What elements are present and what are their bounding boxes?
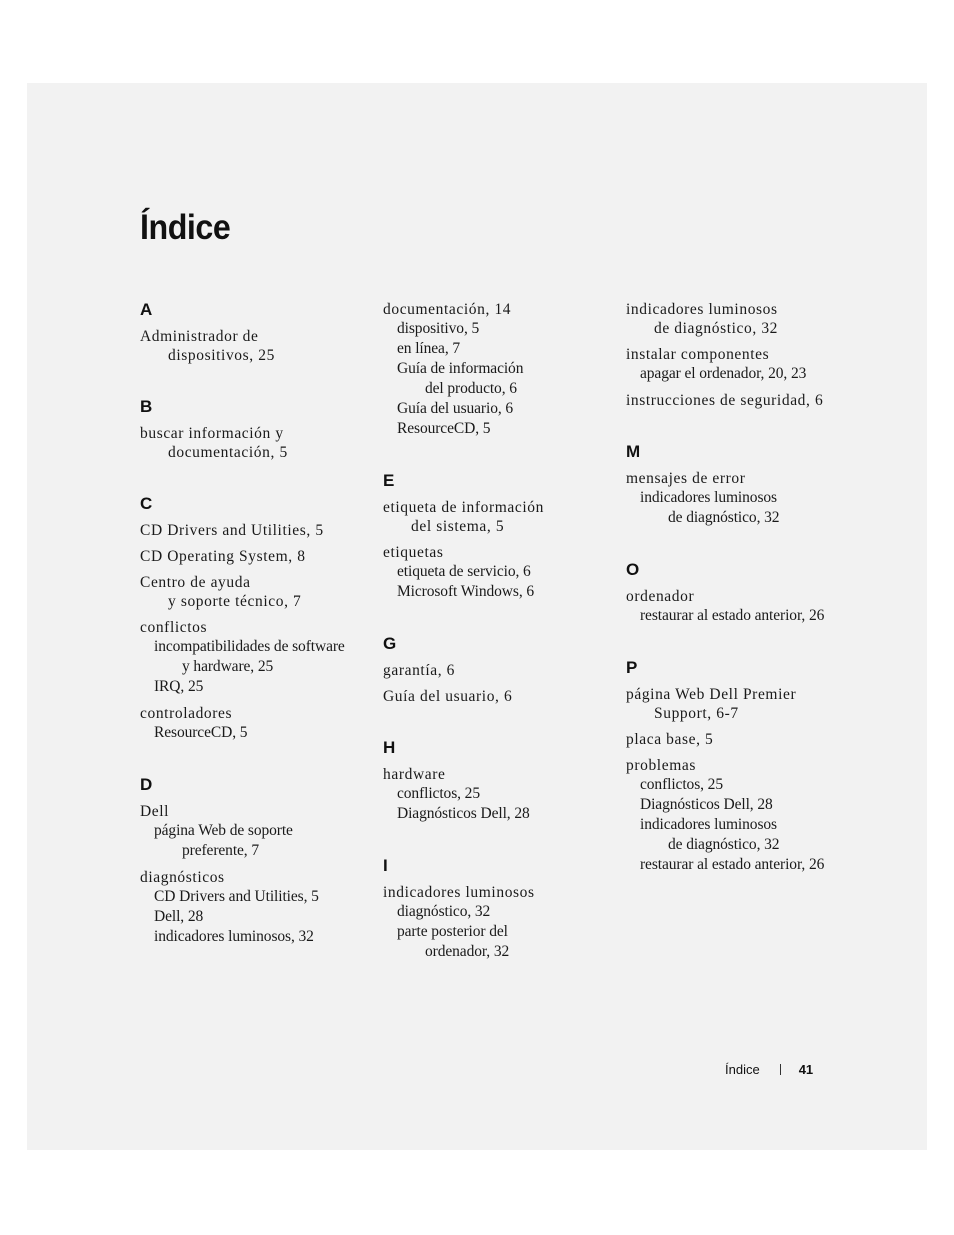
index-entry [140, 802, 370, 861]
section-letter: A [140, 300, 153, 319]
subentry-text: indicadores luminosos [640, 816, 777, 833]
index-entry [140, 547, 370, 566]
subentry-text: Microsoft Windows, 6 [397, 583, 535, 600]
index-entry [626, 730, 856, 749]
index-entry [383, 687, 613, 706]
entry-text: Centro de ayuda [140, 574, 251, 591]
subentry-text: preferente, 7 [182, 842, 260, 859]
index-entry [140, 327, 370, 365]
entry-text: placa base, 5 [626, 731, 714, 748]
index-entry [140, 704, 370, 743]
section-letter: O [626, 560, 640, 579]
subentry-text: incompatibilidades de software [154, 638, 345, 655]
entry-text: buscar información y [140, 425, 284, 442]
subentry-text: ResourceCD, 5 [397, 420, 491, 437]
entry-text: Dell [140, 803, 170, 820]
footer-label: Índice [725, 1062, 760, 1077]
subentry-text: en línea, 7 [397, 340, 461, 357]
subentry-text: IRQ, 25 [154, 678, 204, 695]
entry-text: documentación, 5 [168, 444, 288, 461]
entry-text: mensajes de error [626, 470, 746, 487]
section-letter: B [140, 397, 153, 416]
index-entry [140, 424, 370, 462]
index-entry [140, 521, 370, 540]
index-entry [626, 300, 856, 338]
section-letter: D [140, 775, 153, 794]
page-number: 41 [798, 1062, 814, 1077]
index-section [383, 738, 613, 824]
entry-text: hardware [383, 766, 446, 783]
subentry-text: de diagnóstico, 32 [668, 836, 780, 853]
section-letter: G [383, 634, 397, 653]
page-footer [725, 1062, 813, 1077]
section-letter: P [626, 658, 638, 677]
entry-text: problemas [626, 757, 696, 774]
index-entry [626, 756, 856, 875]
entry-text: etiqueta de información [383, 499, 544, 516]
index-section [383, 471, 613, 602]
index-entry [140, 868, 370, 947]
subentry-text: indicadores luminosos [640, 489, 777, 506]
entry-text: instrucciones de seguridad, 6 [626, 392, 824, 409]
entry-text: controladores [140, 705, 233, 722]
index-column-1 [140, 300, 370, 979]
entry-text: etiquetas [383, 544, 444, 561]
index-section [140, 397, 370, 462]
entry-text: del sistema, 5 [411, 518, 505, 535]
index-entry [383, 543, 613, 602]
entry-text: dispositivos, 25 [168, 347, 275, 364]
subentry-text: parte posterior del [397, 923, 508, 940]
entry-text: de diagnóstico, 32 [654, 320, 779, 337]
entry-text: CD Operating System, 8 [140, 548, 306, 565]
subentry-text: Guía del usuario, 6 [397, 400, 514, 417]
subentry-text: ordenador, 32 [425, 943, 510, 960]
page-title: Índice [140, 208, 231, 247]
entry-text: y soporte técnico, 7 [168, 593, 302, 610]
index-entry [383, 300, 613, 439]
subentry-text: Diagnósticos Dell, 28 [397, 805, 530, 822]
index-entry [140, 573, 370, 611]
subentry-text: del producto, 6 [425, 380, 517, 397]
subentry-text: página Web de soporte [154, 822, 293, 839]
index-column-3 [626, 300, 856, 907]
subentry-text: restaurar al estado anterior, 26 [640, 607, 825, 624]
index-section [383, 634, 613, 706]
index-entry [626, 685, 856, 723]
index-section [140, 300, 370, 365]
entry-text: Administrador de [140, 328, 259, 345]
entry-text: documentación, 14 [383, 301, 512, 318]
index-entry [383, 661, 613, 680]
entry-text: Support, 6-7 [654, 705, 739, 722]
section-letter: H [383, 738, 396, 757]
subentry-text: Diagnósticos Dell, 28 [640, 796, 773, 813]
index-entry [626, 391, 856, 410]
section-letter: M [626, 442, 641, 461]
footer-separator [780, 1064, 781, 1075]
index-entry [383, 883, 613, 962]
subentry-text: dispositivo, 5 [397, 320, 480, 337]
entry-text: conflictos [140, 619, 208, 636]
entry-text: CD Drivers and Utilities, 5 [140, 522, 324, 539]
section-letter: E [383, 471, 395, 490]
subentry-text: y hardware, 25 [182, 658, 274, 675]
subentry-text: CD Drivers and Utilities, 5 [154, 888, 319, 905]
subentry-text: conflictos, 25 [397, 785, 480, 802]
subentry-text: Dell, 28 [154, 908, 204, 925]
index-section [626, 658, 856, 875]
entry-text: ordenador [626, 588, 695, 605]
index-section [383, 300, 613, 439]
index-section [626, 442, 856, 528]
index-column-2 [383, 300, 613, 994]
subentry-text: etiqueta de servicio, 6 [397, 563, 531, 580]
subentry-text: restaurar al estado anterior, 26 [640, 856, 825, 873]
subentry-text: conflictos, 25 [640, 776, 723, 793]
section-letter: I [383, 856, 388, 875]
index-entry [140, 618, 370, 697]
index-section [140, 775, 370, 947]
subentry-text: de diagnóstico, 32 [668, 509, 780, 526]
entry-text: indicadores luminosos [626, 301, 778, 318]
index-entry [383, 765, 613, 824]
entry-text: Guía del usuario, 6 [383, 688, 513, 705]
entry-text: página Web Dell Premier [626, 686, 797, 703]
subentry-text: Guía de información [397, 360, 524, 377]
entry-text: diagnósticos [140, 869, 225, 886]
entry-text: indicadores luminosos [383, 884, 535, 901]
subentry-text: apagar el ordenador, 20, 23 [640, 365, 807, 382]
subentry-text: diagnóstico, 32 [397, 903, 491, 920]
index-section [626, 300, 856, 410]
index-entry [626, 345, 856, 384]
index-entry [626, 469, 856, 528]
entry-text: instalar componentes [626, 346, 770, 363]
entry-text: garantía, 6 [383, 662, 456, 679]
subentry-text: indicadores luminosos, 32 [154, 928, 314, 945]
index-entry [626, 587, 856, 626]
index-section [626, 560, 856, 626]
index-section [140, 494, 370, 743]
subentry-text: ResourceCD, 5 [154, 724, 248, 741]
section-letter: C [140, 494, 153, 513]
index-section [383, 856, 613, 962]
index-entry [383, 498, 613, 536]
